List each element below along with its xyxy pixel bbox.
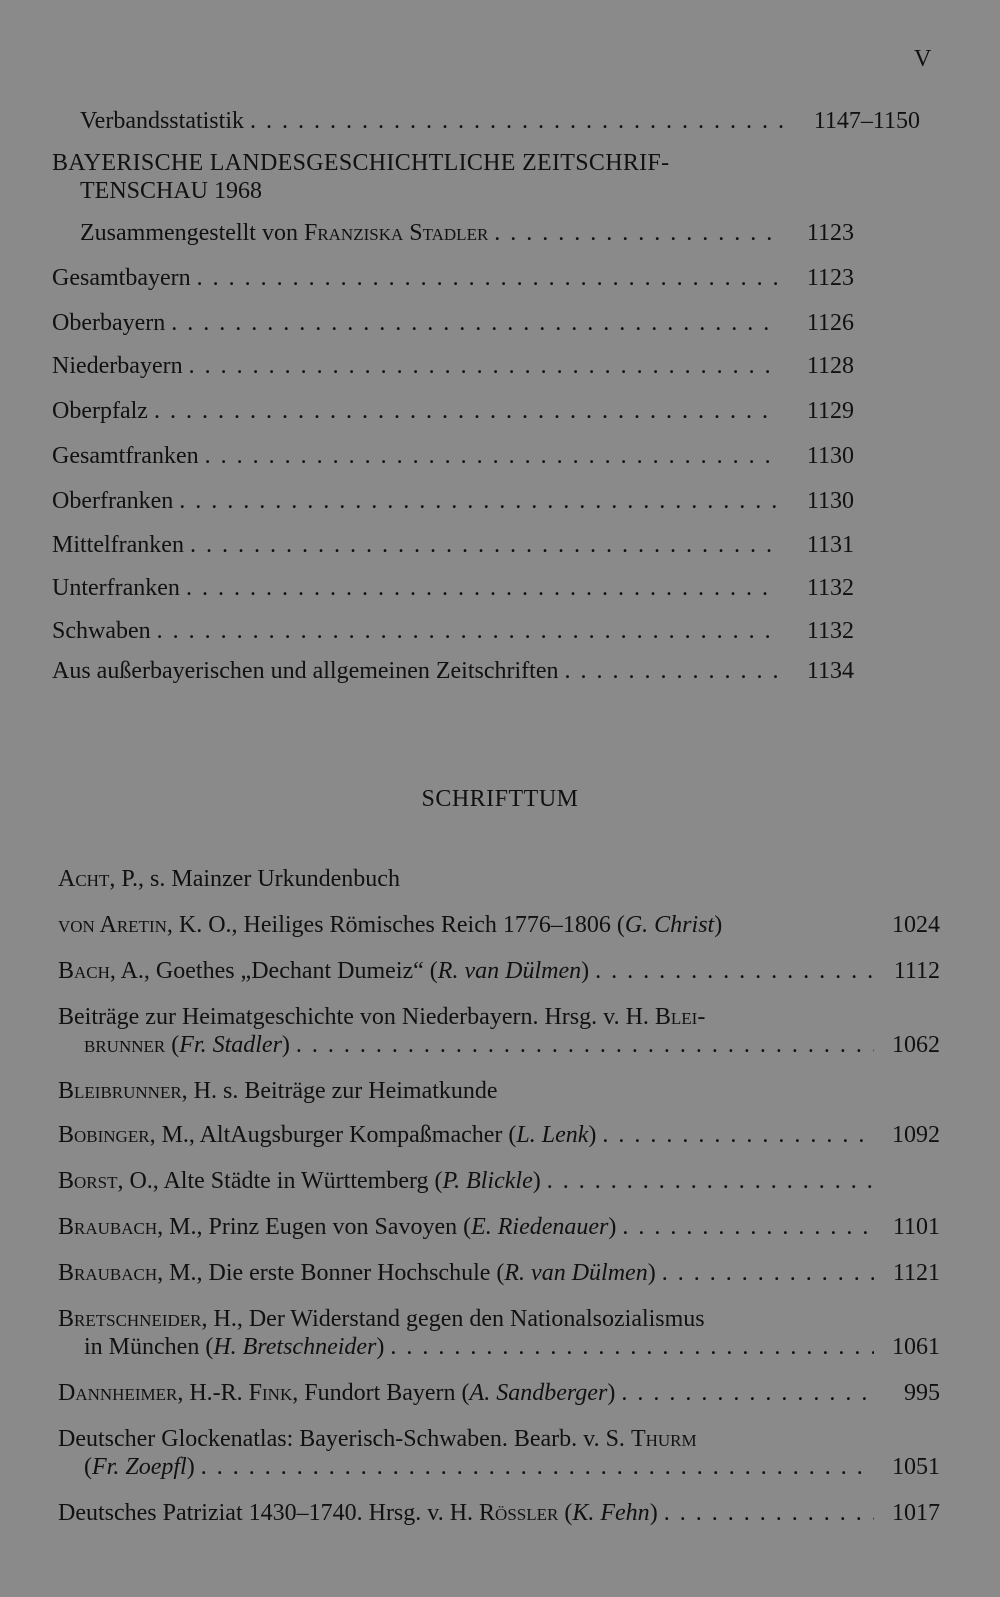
leader-dots <box>205 441 778 471</box>
lit-entry-page: 1121 <box>892 1260 940 1286</box>
toc-entry-page: 1132 <box>806 575 854 601</box>
toc-entry-label <box>80 218 488 248</box>
toc-entry-page: 1128 <box>806 353 854 379</box>
leader-dots <box>494 218 778 248</box>
author-name: Fink <box>248 1380 293 1406</box>
toc-entry-label: Oberpfalz <box>52 398 148 424</box>
lit-entry-line2: in München (H. Bretschneider) . . . 1061 <box>84 1332 940 1362</box>
toc-entry-page: 1147–1150 <box>813 108 920 134</box>
lit-entry: Bach, A., Goethes „Dechant Dumeiz“ (R. van Dülmen) . . . 1112 <box>58 956 940 986</box>
author-name: Blei- <box>654 1004 706 1030</box>
reviewer-name: R. van Dülmen <box>504 1260 648 1286</box>
toc-entry-label: Gesamtfranken <box>52 443 199 469</box>
lit-entry-line2: brunner (Fr. Stadler) . . . 1062 <box>84 1030 940 1060</box>
reviewer-name: P. Blickle <box>442 1168 533 1194</box>
leader-dots <box>622 1212 874 1242</box>
lit-entry: von Aretin, K. O., Heiliges Römisches Reich 1776–1806 (G. Christ) 1024 <box>58 912 940 938</box>
toc-entry-page: 1134 <box>806 658 854 684</box>
entry-text: in München ( <box>84 1334 214 1360</box>
toc-entry-label: Schwaben <box>52 618 151 644</box>
entry-text: , M., AltAugsburger Kompaßmacher ( <box>149 1122 517 1148</box>
leader-dots <box>179 486 778 516</box>
page-number: V <box>914 46 932 72</box>
lit-entry: Bobinger, M., AltAugsburger Kompaßmacher (L. Lenk) . . . 1092 <box>58 1120 940 1150</box>
lit-entry-line1 <box>58 1304 705 1334</box>
entry-text: , H., Der Widerstand gegen den Nationalsozialismus <box>201 1306 705 1332</box>
leader-dots <box>250 106 794 136</box>
entry-text: ( <box>558 1500 573 1526</box>
toc-entry-page: 1132 <box>806 618 854 644</box>
toc-entry-page: 1129 <box>806 398 854 424</box>
toc-entry <box>52 308 854 338</box>
leader-dots <box>190 530 778 560</box>
entry-text: , M., Prinz Eugen von Savoyen ( <box>157 1214 472 1240</box>
entry-text: , H. s. Beiträge zur Heimatkunde <box>181 1078 498 1104</box>
lit-entry-page: 1092 <box>892 1122 940 1148</box>
toc-entry <box>52 263 854 293</box>
leader-dots <box>154 396 778 426</box>
toc-entry-page: 1126 <box>806 310 854 336</box>
reviewer-name: G. Christ <box>624 912 715 938</box>
lit-entry: Braubach, M., Die erste Bonner Hochschule (R. van Dülmen) . . . 1121 <box>58 1258 940 1288</box>
author-name: Thurm <box>630 1426 697 1452</box>
compiler-name: Franziska Stadler <box>303 220 489 246</box>
reviewer-name: Fr. Stadler <box>179 1032 282 1058</box>
entry-text: , O., Alte Städte in Württemberg ( <box>117 1168 443 1194</box>
toc-entry-page: 1130 <box>806 443 854 469</box>
entry-text: , K. O., Heiliges Römisches Reich 1776–1806 ( <box>166 912 625 938</box>
leader-dots <box>662 1258 874 1288</box>
toc-entry-page: 1130 <box>806 488 854 514</box>
entry-text: ( <box>84 1454 92 1480</box>
lit-entry: Braubach, M., Prinz Eugen von Savoyen (E. Riedenauer) . . . 1101 <box>58 1212 940 1242</box>
lit-entry-line2: (Fr. Zoepfl) . . . 1051 <box>84 1452 940 1482</box>
toc-entry <box>52 530 854 560</box>
schrifttum-title: SCHRIFTTUM <box>421 786 579 812</box>
toc-entry-compiled-by <box>80 218 854 248</box>
entry-text: ( <box>165 1032 180 1058</box>
lit-entry-page: 1024 <box>892 912 940 938</box>
entry-text: Deutsches Patriziat 1430–1740. Hrsg. v. H. <box>58 1500 480 1526</box>
entry-text: , P., s. Mainzer Urkundenbuch <box>109 866 400 892</box>
toc-entry-label: Oberbayern <box>52 310 166 336</box>
author-name: brunner <box>84 1032 166 1058</box>
author-name: Braubach <box>58 1214 158 1240</box>
leader-dots <box>664 1498 874 1528</box>
entry-text: Beiträge zur Heimatgeschichte von Niederbayern. Hrsg. v. H. <box>58 1004 655 1030</box>
toc-entry <box>52 656 854 686</box>
section-heading-line2: TENSCHAU 1968 <box>80 178 263 204</box>
entry-text: Deutscher Glockenatlas: Bayerisch-Schwaben. Bearb. v. S. <box>58 1426 631 1452</box>
lit-entry <box>58 864 400 894</box>
author-name: Braubach <box>58 1260 158 1286</box>
leader-dots <box>201 1452 874 1482</box>
author-name: Bleibrunner <box>58 1078 182 1104</box>
leader-dots <box>171 308 778 338</box>
lit-entry <box>58 1076 498 1106</box>
toc-entry-label: Mittelfranken <box>52 532 184 558</box>
author-name: Acht <box>58 866 110 892</box>
compiled-prefix: Zusammengestellt von <box>80 220 304 246</box>
author-name: Borst <box>58 1168 118 1194</box>
leader-dots <box>189 351 778 381</box>
leader-dots <box>186 573 778 603</box>
reviewer-name: E. Riedenauer <box>471 1214 609 1240</box>
lit-entry-page: 1017 <box>892 1500 940 1526</box>
leader-dots <box>621 1378 874 1408</box>
toc-entry-label: Unterfranken <box>52 575 180 601</box>
author-name: Bretschneider <box>58 1306 202 1332</box>
toc-entry <box>52 351 854 381</box>
reviewer-name: K. Fehn <box>572 1500 650 1526</box>
toc-entry <box>52 486 854 516</box>
toc-entry-label: Gesamtbayern <box>52 265 191 291</box>
toc-entry-verbandsstatistik <box>80 106 920 136</box>
author-name: Bobinger <box>58 1122 150 1148</box>
toc-entry-page: 1123 <box>806 220 854 246</box>
reviewer-name: A. Sandberger <box>469 1380 608 1406</box>
toc-entry-page: 1123 <box>806 265 854 291</box>
lit-entry-page: 1112 <box>893 958 940 984</box>
leader-dots <box>547 1166 874 1196</box>
entry-text: , M., Die erste Bonner Hochschule ( <box>157 1260 505 1286</box>
toc-entry-page: 1131 <box>806 532 854 558</box>
reviewer-name: H. Bretschneider <box>213 1334 377 1360</box>
author-name: Dannheimer <box>58 1380 178 1406</box>
lit-entry-line1 <box>58 1002 705 1032</box>
lit-entry-page: 1062 <box>892 1032 940 1058</box>
lit-entry: Borst, O., Alte Städte in Württemberg (P. Blickle) . . . <box>58 1166 880 1196</box>
toc-entry-label: Oberfranken <box>52 488 174 514</box>
entry-text: , Fundort Bayern ( <box>292 1380 470 1406</box>
lit-entry: Deutsches Patriziat 1430–1740. Hrsg. v. H. Rössler (K. Fehn) . . . 1017 <box>58 1498 940 1528</box>
leader-dots <box>296 1030 874 1060</box>
reviewer-name: R. van Dülmen <box>437 958 582 984</box>
lit-entry-page: 1061 <box>892 1334 940 1360</box>
author-name: von Aretin <box>58 912 167 938</box>
leader-dots <box>595 956 874 986</box>
reviewer-name: L. Lenk <box>516 1122 589 1148</box>
toc-entry-label: Verbandsstatistik <box>80 108 244 134</box>
toc-entry <box>52 573 854 603</box>
toc-entry <box>52 396 854 426</box>
author-name: Rössler <box>479 1500 559 1526</box>
lit-entry-page: 1051 <box>892 1454 940 1480</box>
lit-entry-page: 995 <box>904 1380 940 1406</box>
leader-dots <box>157 616 778 646</box>
leader-dots <box>602 1120 874 1150</box>
lit-entry: Dannheimer, H.-R. Fink, Fundort Bayern (A. Sandberger) . . . 995 <box>58 1378 940 1408</box>
reviewer-name: Fr. Zoepfl <box>92 1454 187 1480</box>
toc-entry-label: Niederbayern <box>52 353 183 379</box>
toc-entry <box>52 441 854 471</box>
lit-entry-page: 1101 <box>892 1214 940 1240</box>
leader-dots <box>390 1332 874 1362</box>
author-name: Bach <box>58 958 110 984</box>
toc-entry <box>52 616 854 646</box>
leader-dots <box>197 263 778 293</box>
entry-text: , H.-R. <box>177 1380 249 1406</box>
lit-entry-line1 <box>58 1424 697 1454</box>
entry-text: , A., Goethes „Dechant Dumeiz“ ( <box>109 958 438 984</box>
leader-dots <box>564 656 778 686</box>
section-heading-line1: BAYERISCHE LANDESGESCHICHTLICHE ZEITSCHRIF- <box>52 150 670 176</box>
toc-entry-label: Aus außerbayerischen und allgemeinen Zeitschriften <box>52 658 559 684</box>
